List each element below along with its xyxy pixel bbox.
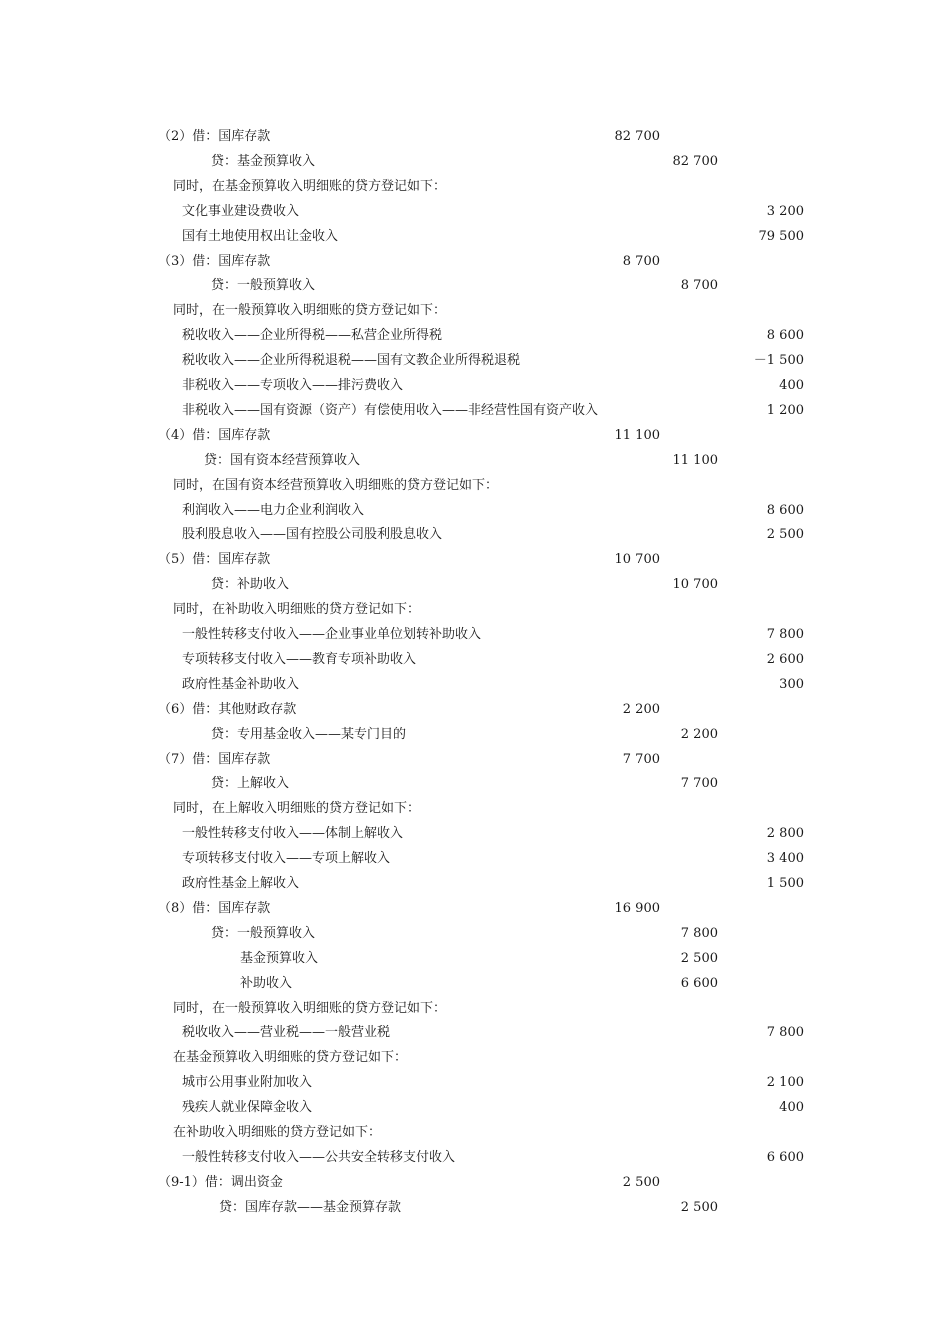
journal-line-label: （2）借：国库存款 [158, 129, 271, 144]
journal-line-label: 一般性转移支付收入——企业事业单位划转补助收入 [182, 627, 482, 642]
journal-line [0, 449, 950, 473]
credit-amount: 2 500 [680, 1199, 718, 1215]
journal-line [0, 324, 950, 348]
detail-amount: 2 600 [766, 651, 804, 667]
detail-amount: 3 400 [766, 851, 804, 867]
journal-line [0, 1196, 950, 1220]
detail-amount: 300 [779, 676, 804, 692]
journal-line [0, 200, 950, 224]
journal-line [0, 548, 950, 572]
journal-line-label: 在补助收入明细账的贷方登记如下： [173, 1125, 382, 1140]
detail-amount: 6 600 [766, 1149, 804, 1165]
journal-line-label: （9-1）借：调出资金 [158, 1174, 283, 1190]
journal-line-label: 残疾人就业保障金收入 [182, 1100, 313, 1116]
journal-line [0, 225, 950, 249]
journal-line [0, 723, 950, 747]
journal-line-label: 同时，在上解收入明细账的贷方登记如下： [173, 801, 421, 817]
journal-line [0, 399, 950, 423]
journal-line-label: 城市公用事业附加收入 [182, 1075, 313, 1091]
journal-line [0, 897, 950, 921]
credit-amount: 2 500 [680, 950, 718, 966]
journal-line-label: 贷：一般预算收入 [211, 925, 316, 941]
journal-line-label: 税收收入——企业所得税——私营企业所得税 [182, 328, 443, 344]
journal-line [0, 150, 950, 174]
credit-amount: 11 100 [672, 452, 718, 468]
journal-line [0, 822, 950, 846]
credit-amount: 7 700 [680, 776, 718, 792]
detail-amount: 400 [779, 378, 804, 393]
journal-line [0, 349, 950, 373]
detail-amount: 8 600 [766, 502, 804, 518]
journal-line [0, 374, 950, 398]
journal-line-label: 贷：一般预算收入 [211, 278, 316, 294]
journal-line-label: 贷：基金预算收入 [211, 153, 316, 169]
debit-amount: 2 200 [622, 701, 660, 717]
detail-amount: 2 100 [766, 1075, 804, 1091]
journal-line [0, 499, 950, 523]
journal-line-label: 非税收入——专项收入——排污费收入 [182, 378, 404, 393]
journal-line [0, 1096, 950, 1120]
debit-amount: 7 700 [622, 751, 660, 767]
journal-line [0, 623, 950, 647]
journal-line [0, 698, 950, 722]
journal-line-label: 国有土地使用权出让金收入 [182, 228, 339, 244]
journal-line [0, 797, 950, 821]
journal-line-label: 利润收入——电力企业利润收入 [182, 502, 365, 518]
journal-line-label: 一般性转移支付收入——公共安全转移支付收入 [182, 1149, 456, 1165]
journal-line [0, 299, 950, 323]
journal-line [0, 1171, 950, 1195]
journal-line-label: 同时，在一般预算收入明细账的贷方登记如下： [173, 303, 447, 319]
journal-line-label: 文化事业建设费收入 [182, 203, 300, 219]
journal-line [0, 947, 950, 971]
journal-line-label: （8）借：国库存款 [158, 900, 271, 916]
debit-amount: 2 500 [622, 1174, 660, 1190]
debit-amount: 11 100 [614, 427, 660, 443]
journal-line [0, 872, 950, 896]
debit-amount: 10 700 [614, 552, 660, 568]
journal-line [0, 424, 950, 448]
credit-amount: 6 600 [680, 975, 718, 991]
journal-line-label: 补助收入 [240, 975, 293, 991]
journal-line-label: 同时，在国有资本经营预算收入明细账的贷方登记如下： [173, 477, 499, 493]
credit-amount: 2 200 [680, 726, 718, 742]
detail-amount: 7 800 [766, 1025, 804, 1041]
journal-line-label: 专项转移支付收入——教育专项补助收入 [182, 651, 417, 667]
journal-line [0, 1046, 950, 1070]
journal-line [0, 1021, 950, 1045]
credit-amount: 10 700 [672, 577, 718, 593]
journal-line [0, 673, 950, 697]
journal-line [0, 972, 950, 996]
journal-line [0, 274, 950, 298]
journal-line-label: 税收收入——营业税——一般营业税 [182, 1025, 391, 1041]
journal-line-label: 股利股息收入——国有控股公司股利股息收入 [182, 527, 443, 543]
journal-line [0, 125, 950, 149]
journal-line [0, 1146, 950, 1170]
journal-line-label: 非税收入——国有资源（资产）有偿使用收入——非经营性国有资产收入 [182, 402, 599, 418]
journal-line-label: 同时，在基金预算收入明细账的贷方登记如下： [173, 178, 447, 194]
journal-line-label: 贷：国库存款——基金预算存款 [219, 1199, 402, 1215]
journal-line [0, 922, 950, 946]
journal-line [0, 250, 950, 274]
debit-amount: 16 900 [614, 900, 660, 916]
journal-line [0, 748, 950, 772]
detail-amount: 400 [779, 1100, 804, 1116]
journal-line-label: 同时，在一般预算收入明细账的贷方登记如下： [173, 1000, 447, 1016]
journal-line-label: 在基金预算收入明细账的贷方登记如下： [173, 1050, 408, 1066]
journal-line-label: 贷：上解收入 [211, 776, 290, 792]
journal-line-label: 专项转移支付收入——专项上解收入 [182, 851, 391, 867]
detail-amount: 3 200 [766, 203, 804, 219]
journal-line [0, 997, 950, 1021]
detail-amount: 2 800 [766, 826, 804, 842]
journal-line-label: （3）借：国库存款 [158, 253, 271, 269]
detail-amount: 7 800 [766, 627, 804, 642]
detail-amount: 1 500 [766, 876, 804, 891]
journal-line-label: （4）借：国库存款 [158, 427, 271, 443]
detail-amount: 2 500 [766, 527, 804, 543]
journal-line [0, 772, 950, 796]
detail-amount: 8 600 [766, 328, 804, 344]
journal-line [0, 598, 950, 622]
journal-line-label: 同时，在补助收入明细账的贷方登记如下： [173, 602, 421, 618]
journal-line [0, 1071, 950, 1095]
journal-line-label: 贷：补助收入 [211, 577, 290, 593]
journal-line-label: 贷：专用基金收入——某专门目的 [211, 726, 407, 742]
journal-line [0, 573, 950, 597]
journal-line-label: 基金预算收入 [240, 950, 319, 966]
credit-amount: 7 800 [680, 925, 718, 941]
journal-line [0, 523, 950, 547]
credit-amount: 8 700 [680, 278, 718, 294]
detail-amount: 79 500 [758, 228, 804, 244]
credit-amount: 82 700 [672, 153, 718, 169]
journal-line-label: 政府性基金上解收入 [182, 876, 300, 891]
journal-line [0, 175, 950, 199]
journal-line-label: （7）借：国库存款 [158, 751, 271, 767]
debit-amount: 8 700 [622, 253, 660, 269]
journal-line-label: （6）借：其他财政存款 [158, 701, 297, 717]
journal-line-label: 政府性基金补助收入 [182, 676, 300, 692]
journal-line [0, 474, 950, 498]
debit-amount: 82 700 [614, 129, 660, 144]
journal-line-label: 税收收入——企业所得税退税——国有文教企业所得税退税 [182, 353, 521, 369]
journal-line-label: （5）借：国库存款 [158, 552, 271, 568]
journal-line-label: 一般性转移支付收入——体制上解收入 [182, 826, 404, 842]
journal-line [0, 847, 950, 871]
journal-line [0, 1121, 950, 1145]
detail-amount: －1 500 [753, 353, 804, 369]
detail-amount: 1 200 [766, 402, 804, 418]
journal-line [0, 648, 950, 672]
journal-line-label: 贷：国有资本经营预算收入 [204, 452, 361, 468]
